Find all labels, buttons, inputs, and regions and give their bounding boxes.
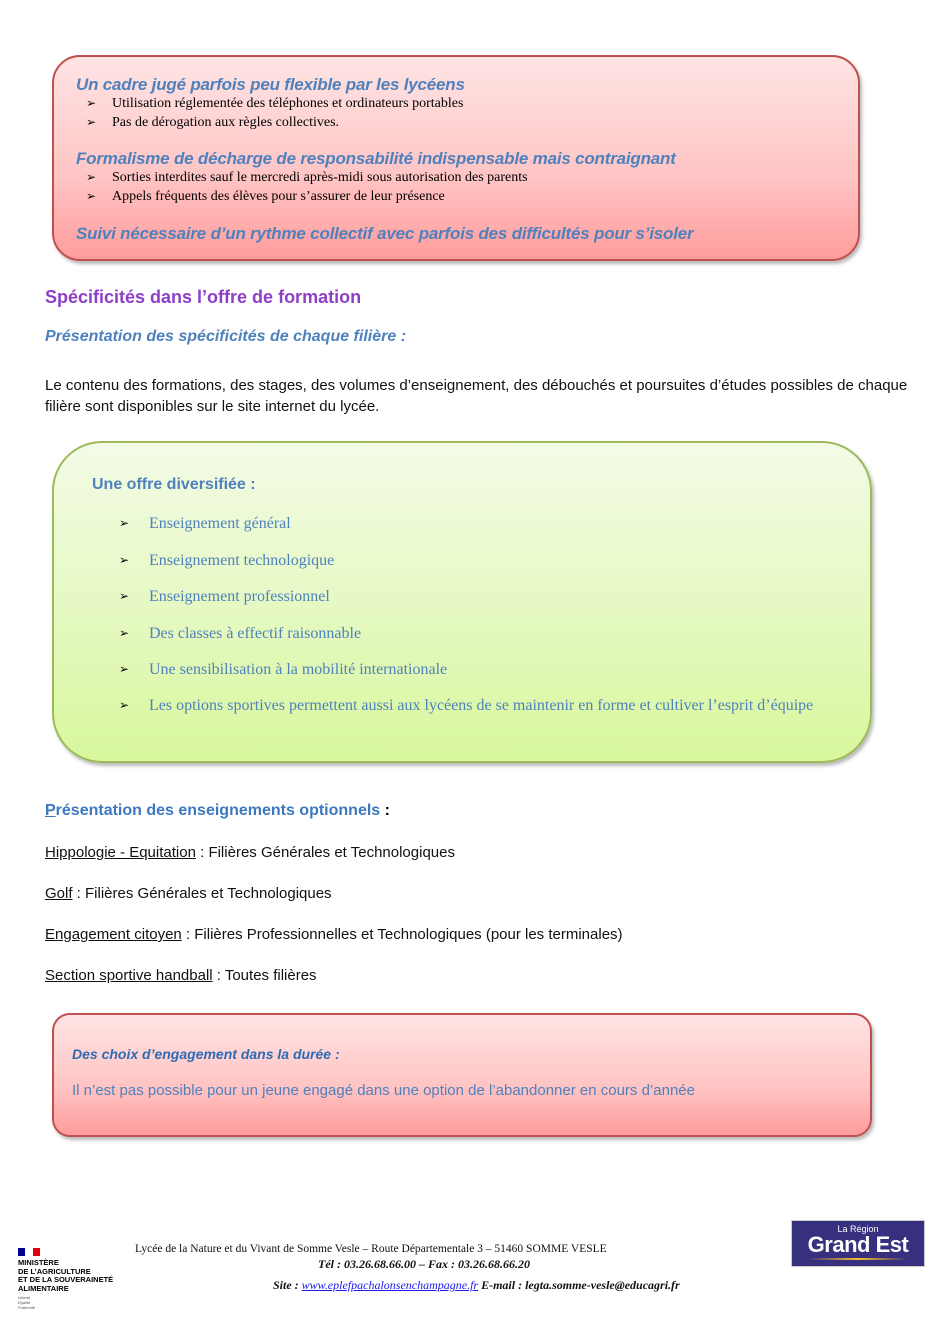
option-row	[45, 844, 455, 861]
arrow-bullet-icon: ➢	[86, 189, 97, 203]
ministry-name-line: ET DE LA SOUVERAINETÉ	[18, 1275, 114, 1284]
motto-line: Égalité	[18, 1300, 31, 1305]
option-detail: : Toutes filières	[212, 967, 317, 984]
french-flag-icon	[18, 1248, 40, 1256]
ministry-name	[18, 1259, 113, 1293]
section-title: Spécificités dans l’offre de formation	[45, 287, 362, 307]
option-row	[45, 926, 623, 943]
offer-item-text: Des classes à effectif raisonnable	[149, 625, 362, 642]
arrow-bullet-icon: ➢	[119, 589, 130, 603]
commitment-box	[52, 1013, 872, 1137]
constraints-heading-1: Un cadre jugé parfois peu flexible par les lycéens	[76, 75, 465, 94]
flag-white	[25, 1248, 32, 1256]
option-detail: : Filières Générales et Technologiques	[195, 844, 455, 861]
option-name: Section sportive handball	[45, 967, 213, 984]
bullet-text: Appels fréquents des élèves pour s’assurer de leur présence	[112, 189, 445, 204]
arrow-bullet-icon: ➢	[86, 115, 97, 129]
ministry-logo	[18, 1248, 113, 1310]
commitment-heading: Des choix d’engagement dans la durée :	[72, 1046, 340, 1062]
arrow-bullet-icon: ➢	[119, 662, 130, 676]
bullet-text: Sorties interdites sauf le mercredi après-midi sous autorisation des parents	[112, 170, 528, 185]
options-heading-initial: P	[45, 802, 56, 819]
offer-item	[119, 550, 335, 571]
region-logo-small: La Région	[837, 1224, 879, 1234]
flag-blue	[18, 1248, 25, 1256]
option-detail: : Filières Professionnelles et Technologiques (pour les terminales)	[181, 926, 623, 943]
arrow-bullet-icon: ➢	[119, 698, 130, 712]
offer-item	[119, 513, 291, 534]
motto-line: Fraternité	[18, 1305, 36, 1310]
offer-box	[52, 441, 872, 763]
options-heading-text: résentation des enseignements optionnels	[55, 802, 381, 819]
constraints-bullet	[86, 96, 463, 112]
email-text: E-mail : legta.somme-vesle@educagri.fr	[478, 1278, 680, 1292]
footer-phone: Tél : 03.26.68.66.00 – Fax : 03.26.68.66.20	[318, 1257, 530, 1271]
arrow-bullet-icon: ➢	[86, 96, 97, 110]
offer-heading: Une offre diversifiée :	[92, 476, 256, 493]
options-heading-colon: :	[380, 802, 390, 819]
offer-item	[119, 623, 362, 644]
offer-item-text: Enseignement général	[149, 515, 291, 532]
option-detail: : Filières Générales et Technologiques	[72, 885, 332, 902]
commitment-text: Il n’est pas possible pour un jeune engagé dans une option de l’abandonner en cours d’année	[72, 1082, 695, 1099]
offer-item-text: Enseignement professionnel	[149, 588, 330, 605]
arrow-bullet-icon: ➢	[119, 516, 130, 530]
offer-item-text: Une sensibilisation à la mobilité internationale	[149, 661, 448, 678]
ministry-motto	[18, 1295, 113, 1310]
option-row	[45, 967, 317, 984]
bullet-text: Utilisation réglementée des téléphones et ordinateurs portables	[112, 96, 464, 111]
site-link[interactable]: www.eplefpachalonsenchampagne.fr	[301, 1278, 479, 1292]
motto-line: Liberté	[18, 1295, 31, 1300]
arrow-bullet-icon: ➢	[86, 170, 97, 184]
offer-item-text: Les options sportives permettent aussi aux lycéens de se maintenir en forme et cultiver l’esprit d’équipe	[149, 697, 814, 714]
constraints-bullet	[86, 115, 339, 131]
site-label: Site :	[273, 1278, 302, 1292]
bullet-text: Pas de dérogation aux règles collectives.	[112, 115, 340, 130]
constraints-bullet	[86, 170, 528, 186]
region-grand-est-logo	[791, 1220, 925, 1267]
option-name: Engagement citoyen	[45, 926, 182, 943]
arrow-bullet-icon: ➢	[119, 553, 130, 567]
section-paragraph: Le contenu des formations, des stages, des volumes d’enseignement, des débouchés et poursuites d’études possibles de chaque filière sont disponibles sur le site internet du lycée.	[45, 377, 908, 415]
arrow-bullet-icon: ➢	[119, 626, 130, 640]
footer-address: Lycée de la Nature et du Vivant de Somme Vesle – Route Départementale 3 – 51460 SOMME VESLE	[135, 1243, 607, 1255]
ministry-name-line: MINISTÈRE	[18, 1258, 59, 1267]
constraints-heading-3: Suivi nécessaire d’un rythme collectif avec parfois des difficultés pour s’isoler	[76, 224, 694, 243]
ministry-name-line: ALIMENTAIRE	[18, 1283, 69, 1293]
constraints-box	[52, 55, 860, 261]
option-name: Golf	[45, 885, 73, 902]
offer-item	[119, 695, 864, 716]
options-heading	[45, 802, 390, 820]
constraints-bullet	[86, 189, 445, 205]
ministry-name-line: DE L’AGRICULTURE	[18, 1266, 91, 1276]
offer-item-text: Enseignement technologique	[149, 552, 335, 569]
offer-item	[119, 586, 330, 607]
footer-contact	[273, 1278, 680, 1293]
region-logo-big: Grand Est	[807, 1232, 909, 1257]
region-logo-bar	[808, 1258, 908, 1260]
offer-item	[119, 659, 448, 680]
constraints-heading-2: Formalisme de décharge de responsabilité indispensable mais contraignant	[76, 149, 676, 168]
section-subtitle: Présentation des spécificités de chaque filière :	[45, 328, 407, 345]
option-name: Hippologie - Equitation	[45, 844, 196, 861]
option-row	[45, 885, 332, 902]
flag-red	[33, 1248, 40, 1256]
